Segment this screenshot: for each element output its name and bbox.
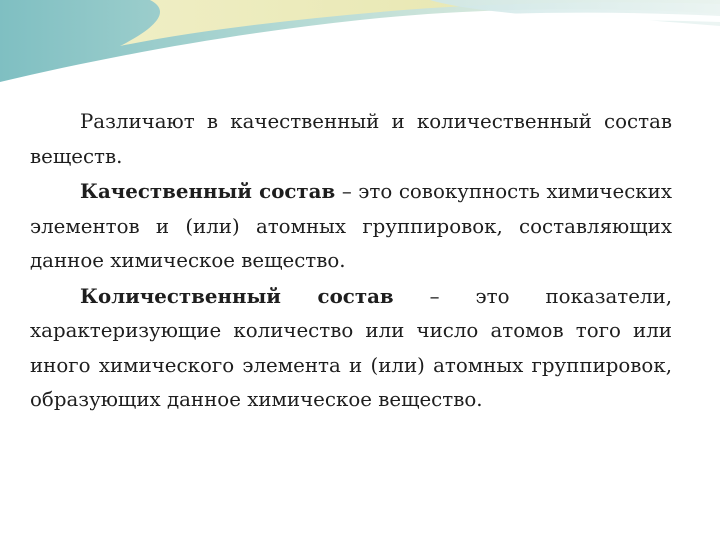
- qualitative-definition: – это совокупность химических элементов и (или) атомных группировок, составляющих данное химическое вещество.: [30, 180, 672, 272]
- intro-text: Различают в качественный и количественный состав веществ.: [30, 110, 672, 168]
- quantitative-term: Количественный состав: [80, 283, 394, 308]
- quantitative-definition: – это показатели, характеризующие количество или число атомов того или иного химического элемента и (или) атомных группировок, образующих данное химическое вещество.: [30, 284, 672, 411]
- paragraph-qualitative: [30, 174, 672, 279]
- qualitative-term: Качественный состав: [80, 179, 336, 203]
- paragraph-intro: [30, 104, 672, 174]
- header-wave-decoration: [0, 0, 720, 120]
- paragraph-quantitative: [30, 279, 672, 418]
- body-text: [30, 104, 672, 418]
